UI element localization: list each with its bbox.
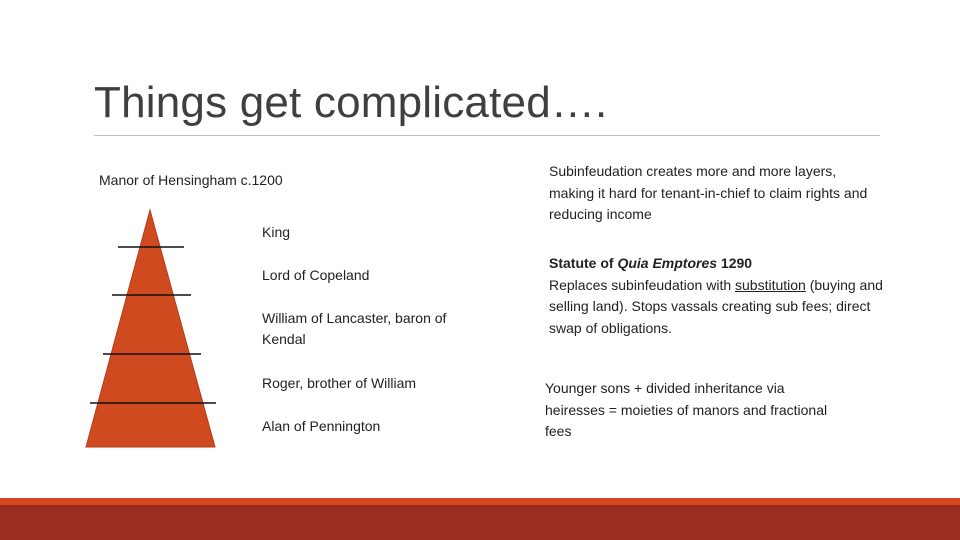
manor-label: Manor of Hensingham c.1200 bbox=[99, 172, 283, 188]
pyramid-shape bbox=[86, 210, 215, 447]
footer-accent-bar bbox=[0, 498, 960, 505]
slide-title: Things get complicated…. bbox=[94, 78, 608, 127]
statute-paragraph bbox=[549, 253, 884, 339]
inheritance-paragraph bbox=[545, 378, 845, 443]
substitution-term: substitution bbox=[735, 276, 806, 293]
statute-body bbox=[549, 275, 884, 340]
hierarchy-level-king: King bbox=[262, 224, 291, 240]
statute-name: Quia Emptores bbox=[617, 255, 718, 271]
footer-bar bbox=[0, 505, 960, 540]
statute-body-start: Replaces subinfeudation with bbox=[549, 276, 736, 293]
hierarchy-level-lord: Lord of Copeland bbox=[262, 267, 370, 283]
hierarchy-level-alan: Alan of Pennington bbox=[262, 418, 381, 434]
statute-heading bbox=[549, 253, 884, 275]
statute-prefix: Statute of bbox=[549, 255, 618, 271]
statute-year: 1290 bbox=[717, 255, 753, 271]
statute-body-end: (buying and selling land). Stops vassals creating sub fees; direct swap of obligations. bbox=[549, 276, 883, 336]
subinfeudation-text: Subinfeudation creates more and more layers, making it hard for tenant-in-chief to claim rights and reducing income bbox=[549, 163, 868, 222]
hierarchy-level-roger: Roger, brother of William bbox=[262, 375, 417, 391]
hierarchy-level-baron: William of Lancaster, baron of Kendal bbox=[262, 310, 447, 347]
inheritance-text: Younger sons + divided inheritance via heiresses = moieties of manors and fractional fees bbox=[545, 380, 828, 439]
subinfeudation-paragraph bbox=[549, 161, 879, 226]
